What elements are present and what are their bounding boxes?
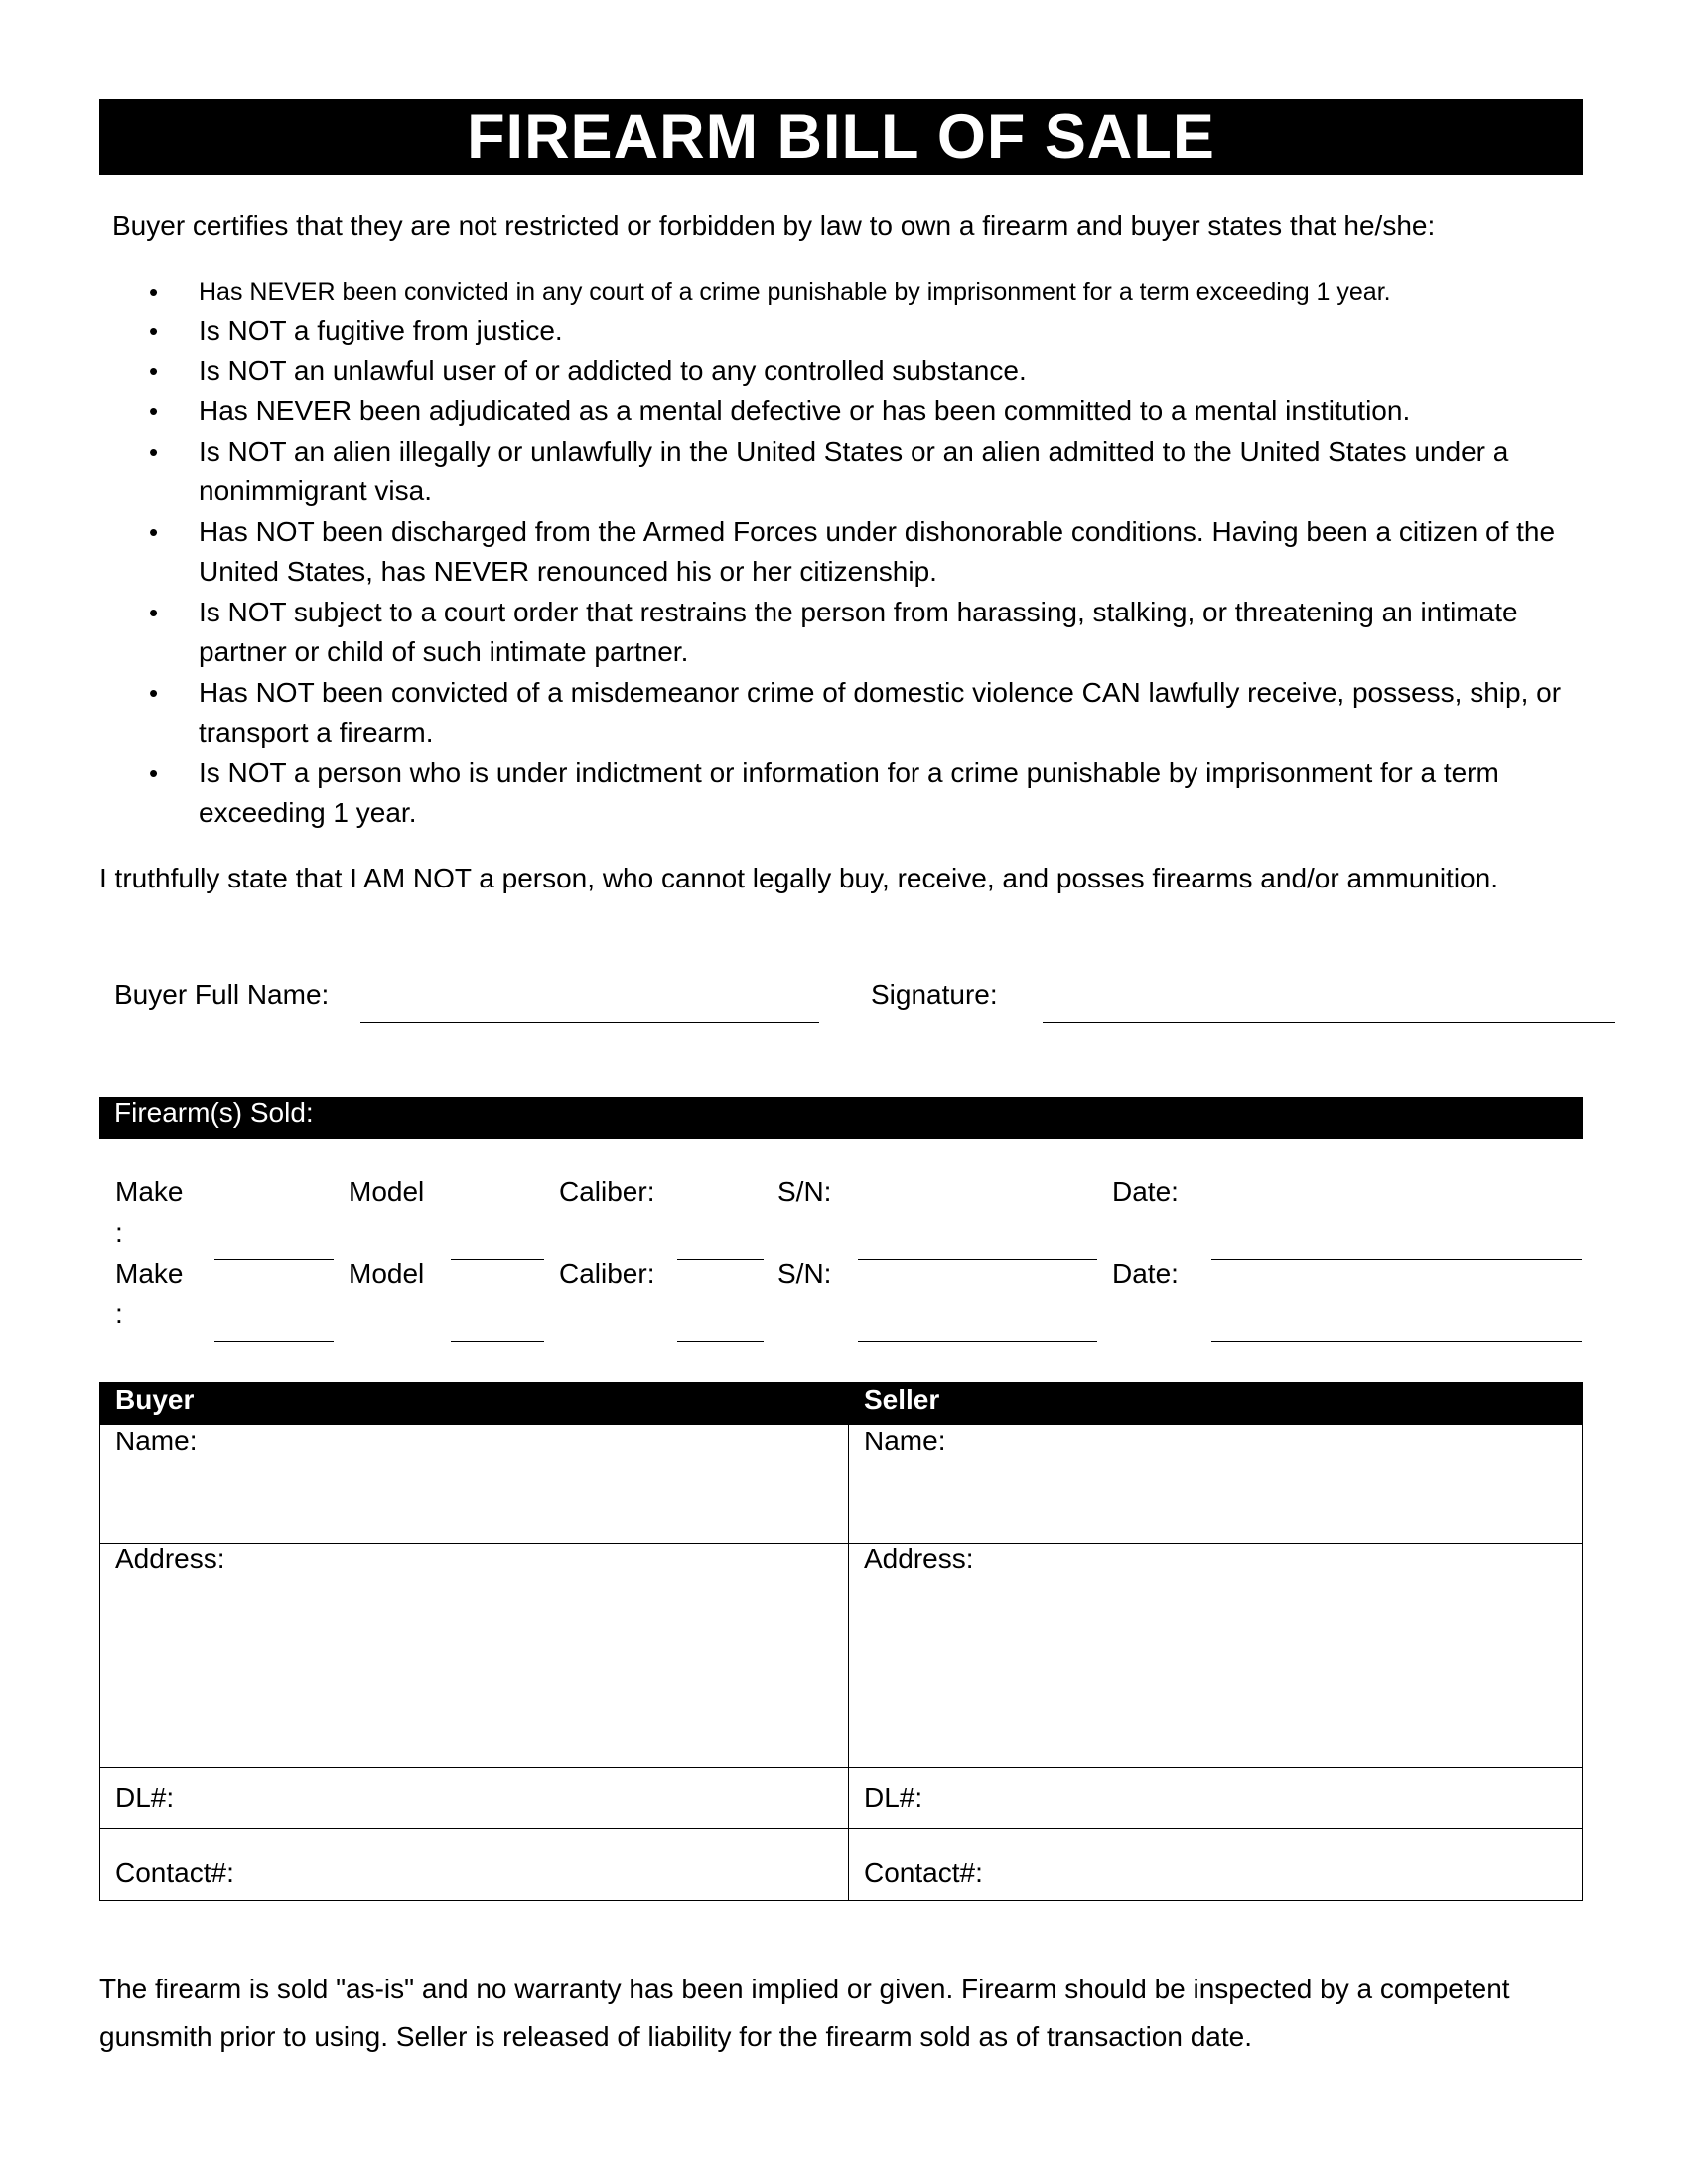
caliber-label: Caliber:	[559, 1176, 655, 1207]
truthful-statement: I truthfully state that I AM NOT a person, who cannot legally buy, receive, and posses firearms and/or ammunition.	[99, 863, 1498, 893]
buyer-header: Buyer	[115, 1384, 195, 1415]
date-label: Date:	[1112, 1176, 1179, 1207]
buyer-full-name-label: Buyer Full Name:	[114, 979, 330, 1010]
caliber-field[interactable]	[677, 1259, 764, 1260]
date-field[interactable]	[1211, 1259, 1582, 1260]
party-table-header	[100, 1383, 1582, 1425]
model-field[interactable]	[451, 1341, 544, 1342]
buyer-dl-field[interactable]: DL#:	[115, 1782, 175, 1813]
buyer-contact-field[interactable]: Contact#:	[115, 1857, 234, 1888]
list-item: • Has NEVER been adjudicated as a mental defective or has been committed to a mental institution.	[149, 391, 1589, 432]
make-field[interactable]	[214, 1259, 334, 1260]
make-field[interactable]	[214, 1341, 334, 1342]
page-title: FIREARM BILL OF SALE	[99, 99, 1583, 175]
buyer-full-name-field[interactable]	[360, 1022, 819, 1023]
list-item: • Is NOT an unlawful user of or addicted to any controlled substance.	[149, 351, 1589, 392]
intro-text: Buyer certifies that they are not restricted or forbidden by law to own a firearm and buyer states that he/she:	[112, 210, 1436, 241]
buyer-name-field[interactable]: Name:	[115, 1426, 198, 1456]
list-item: • Is NOT an alien illegally or unlawfully in the United States or an alien admitted to the United States under a nonimmigrant visa.	[149, 432, 1589, 512]
seller-address-field[interactable]: Address:	[864, 1543, 974, 1573]
sn-field[interactable]	[858, 1259, 1097, 1260]
row-divider	[100, 1767, 1582, 1768]
seller-name-field[interactable]: Name:	[864, 1426, 946, 1456]
buyer-address-field[interactable]: Address:	[115, 1543, 225, 1573]
row-divider	[100, 1543, 1582, 1544]
list-item: • Has NOT been discharged from the Armed Forces under dishonorable conditions. Having been a citizen of the United States, has NEVER renounced his or her citizenship.	[149, 512, 1589, 593]
sn-label: S/N:	[777, 1258, 832, 1289]
buyer-seller-table	[99, 1382, 1583, 1901]
model-label: Model	[349, 1176, 425, 1207]
list-item: • Is NOT a person who is under indictment or information for a crime punishable by imprisonment for a term exceeding 1 year.	[149, 753, 1589, 834]
seller-dl-field[interactable]: DL#:	[864, 1782, 923, 1813]
caliber-label: Caliber:	[559, 1258, 655, 1289]
firearms-section-title: Firearm(s) Sold:	[114, 1097, 314, 1128]
caliber-field[interactable]	[677, 1341, 764, 1342]
date-label: Date:	[1112, 1258, 1179, 1289]
firearms-section-header	[99, 1097, 1583, 1139]
list-item: • Has NOT been convicted of a misdemeanor crime of domestic violence CAN lawfully receive, possess, ship, or transport a firearm.	[149, 673, 1589, 753]
list-item: • Has NEVER been convicted in any court of a crime punishable by imprisonment for a term exceeding 1 year.	[149, 274, 1589, 311]
disclaimer-text: The firearm is sold "as-is" and no warranty has been implied or given. Firearm should be inspected by a competent gunsmith prior to using. Seller is released of liability for the firearm sold as of transaction date.	[99, 1974, 1510, 2052]
seller-header: Seller	[864, 1384, 940, 1415]
make-colon: :	[115, 1217, 123, 1248]
make-colon: :	[115, 1298, 123, 1329]
model-label: Model	[349, 1258, 425, 1289]
column-divider	[848, 1425, 849, 1900]
certification-list	[149, 274, 1589, 834]
model-field[interactable]	[451, 1259, 544, 1260]
seller-contact-field[interactable]: Contact#:	[864, 1857, 983, 1888]
make-label: Make	[115, 1258, 184, 1289]
sn-field[interactable]	[858, 1341, 1097, 1342]
signature-label: Signature:	[871, 979, 998, 1010]
signature-field[interactable]	[1043, 1022, 1615, 1023]
list-item: • Is NOT subject to a court order that restrains the person from harassing, stalking, or threatening an intimate partner or child of such intimate partner.	[149, 593, 1589, 673]
date-field[interactable]	[1211, 1341, 1582, 1342]
make-label: Make	[115, 1176, 184, 1207]
sn-label: S/N:	[777, 1176, 832, 1207]
row-divider	[100, 1828, 1582, 1829]
list-item: • Is NOT a fugitive from justice.	[149, 311, 1589, 351]
